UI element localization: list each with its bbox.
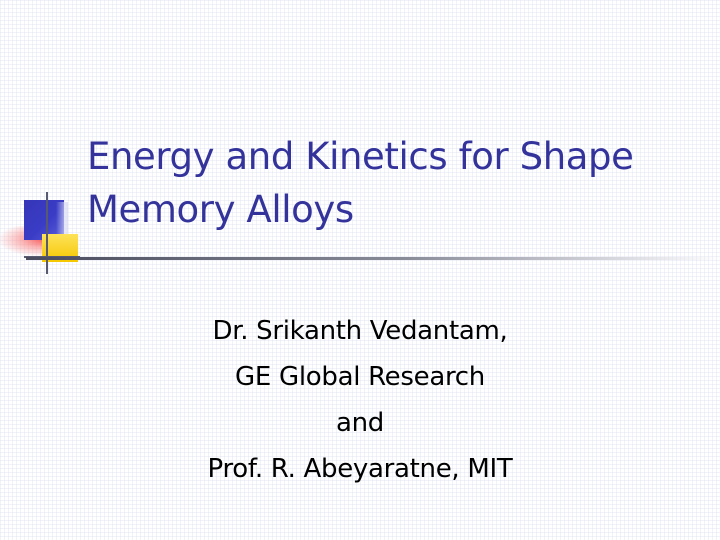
author-line-2: Prof. R. Abeyaratne, MIT [207,454,513,484]
author-affiliation-line: GE Global Research [235,362,485,392]
decorative-squares-icon [0,190,90,280]
slide-title-line-1: Energy and Kinetics for Shape [87,135,634,178]
slide-subtitle [120,308,600,492]
slide-title-line-2: Memory Alloys [87,188,354,231]
ornament-vertical-line [46,192,48,274]
author-line-1: Dr. Srikanth Vedantam, [212,316,508,346]
title-underline-rule [26,257,720,260]
slide-title [87,130,712,236]
ornament-blue-fade [56,202,68,238]
author-conjunction-line: and [335,408,384,438]
